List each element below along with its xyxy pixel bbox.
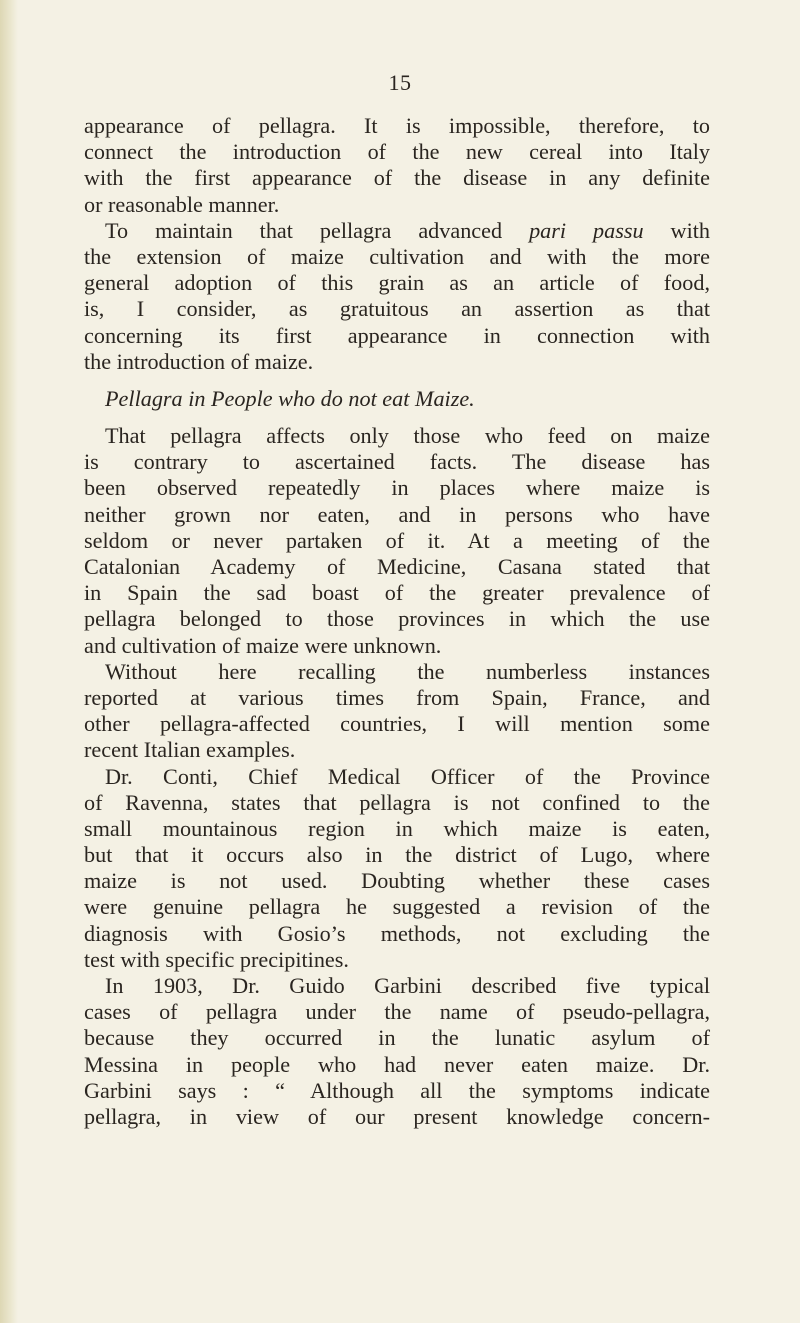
text-line: Garbini says : “ Although all the symptoms indicate	[84, 1077, 710, 1103]
text-line: diagnosis with Gosio’s methods, not excluding the	[84, 920, 710, 946]
text-line: cases of pellagra under the name of pseudo-pellagra,	[84, 999, 710, 1025]
text-line: with the first appearance of the disease in any definite	[84, 165, 710, 191]
text-line: connect the introduction of the new cereal into Italy	[84, 139, 710, 165]
text-line: Dr. Conti, Chief Medical Officer of the Province	[105, 763, 710, 789]
paragraph-4	[84, 659, 710, 764]
text-line: seldom or never partaken of it. At a meeting of the	[84, 527, 710, 553]
text-line: test with specific precipitines.	[84, 946, 349, 972]
page-edge-shadow	[0, 0, 18, 1323]
text-line	[84, 218, 710, 244]
text-line: in Spain the sad boast of the greater prevalence of	[84, 580, 710, 606]
text-line: recent Italian examples.	[84, 737, 296, 763]
text-line: small mountainous region in which maize is eaten,	[84, 815, 710, 841]
text-line: Messina in people who had never eaten maize. Dr.	[84, 1051, 710, 1077]
italic-phrase: pari passu	[529, 217, 644, 243]
text-line: is, I consider, as gratuitous an assertion as that	[84, 296, 710, 322]
text-line: because they occurred in the lunatic asylum of	[84, 1025, 710, 1051]
text-line: Catalonian Academy of Medicine, Casana stated that	[84, 554, 710, 579]
body-text	[84, 113, 710, 1130]
text-line: appearance of pellagra. It is impossible, therefore, to	[84, 113, 710, 138]
text-line: In 1903, Dr. Guido Garbini described five typical	[105, 973, 710, 998]
text-line: and cultivation of maize were unknown.	[84, 632, 442, 658]
text-line: concerning its first appearance in connection with	[84, 322, 710, 348]
text-line: general adoption of this grain as an article of food,	[84, 270, 710, 296]
text-line: pellagra, in view of our present knowledge concern-	[84, 1103, 710, 1129]
text-line: or reasonable manner.	[84, 191, 280, 217]
text-run: To maintain that pellagra advanced	[105, 217, 503, 243]
text-line: That pellagra affects only those who feed on maize	[105, 423, 710, 449]
text-line: Without here recalling the numberless instances	[105, 658, 710, 684]
text-line: of Ravenna, states that pellagra is not confined to the	[84, 789, 710, 815]
paragraph-3	[84, 423, 710, 659]
page-number: 15	[388, 70, 412, 95]
text-line: maize is not used. Doubting whether these cases	[84, 868, 710, 894]
text-line: other pellagra-affected countries, I will mention some	[84, 711, 710, 737]
text-line: pellagra belonged to those provinces in which the use	[84, 606, 710, 632]
paragraph-6	[84, 973, 710, 1130]
paragraph-2	[84, 218, 710, 375]
text-run: with	[670, 217, 710, 243]
section-heading: Pellagra in People who do not eat Maize.	[105, 385, 475, 411]
text-line: but that it occurs also in the district of Lugo, where	[84, 842, 710, 868]
text-line: the extension of maize cultivation and with the more	[84, 243, 710, 269]
text-line: reported at various times from Spain, France, and	[84, 684, 710, 710]
text-line: been observed repeatedly in places where maize is	[84, 475, 710, 501]
paragraph-1	[84, 113, 710, 218]
text-line: is contrary to ascertained facts. The disease has	[84, 449, 710, 475]
text-line: the introduction of maize.	[84, 348, 314, 374]
text-line: were genuine pellagra he suggested a revision of the	[84, 894, 710, 920]
text-line: neither grown nor eaten, and in persons who have	[84, 501, 710, 527]
paragraph-5	[84, 764, 710, 974]
